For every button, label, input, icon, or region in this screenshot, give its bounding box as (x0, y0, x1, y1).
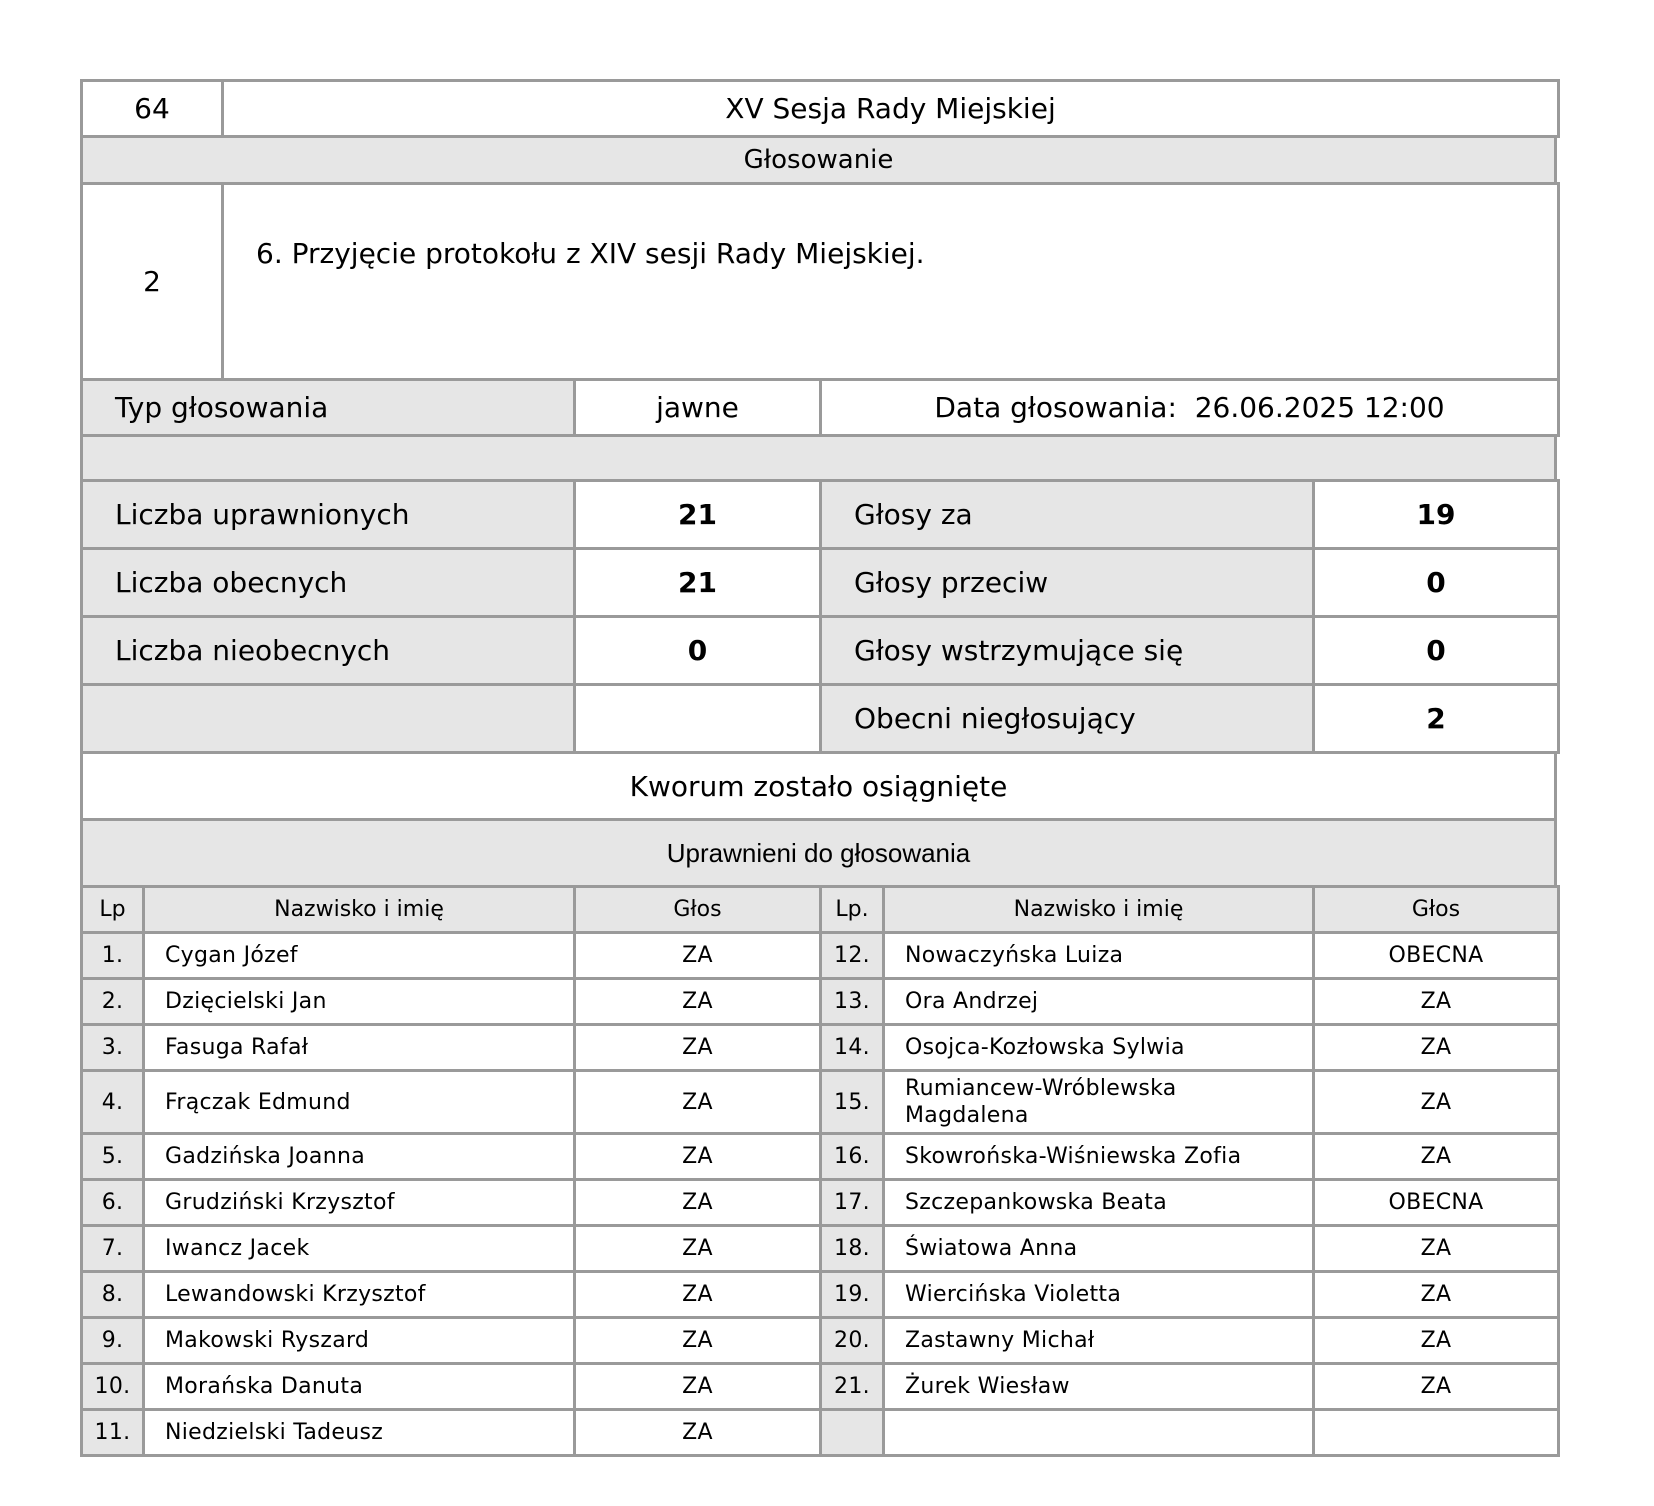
member-lp: 17. (821, 1180, 884, 1226)
member-lp: 6. (82, 1180, 144, 1226)
quorum-table (80, 751, 1557, 821)
members-title: Uprawnieni do głosowania (82, 820, 1556, 887)
member-lp: 5. (82, 1134, 144, 1180)
member-name (884, 1410, 1314, 1456)
vote-info-table (80, 378, 1560, 437)
member-vote: ZA (1314, 1318, 1559, 1364)
present-label: Liczba obecnych (82, 549, 575, 617)
header-vote-right: Głos (1314, 887, 1559, 933)
table-row (82, 933, 1559, 979)
member-lp: 3. (82, 1025, 144, 1071)
member-vote: ZA (575, 1318, 821, 1364)
table-row (82, 1364, 1559, 1410)
spacer-bar (82, 436, 1556, 481)
section-title: Głosowanie (82, 137, 1556, 184)
present-value: 21 (575, 549, 821, 617)
member-vote: OBECNA (1314, 1180, 1559, 1226)
agenda-item-table (80, 182, 1560, 381)
member-lp: 18. (821, 1226, 884, 1272)
table-row (82, 1180, 1559, 1226)
voting-protocol-document (80, 79, 1557, 1457)
vote-type-label: Typ głosowania (82, 380, 575, 436)
header-vote-left: Głos (575, 887, 821, 933)
member-name: Frączak Edmund (144, 1071, 575, 1134)
member-name: Nowaczyńska Luiza (884, 933, 1314, 979)
stats-table (80, 479, 1560, 754)
agenda-item-title: 6. Przyjęcie protokołu z XIV sesji Rady Miejskiej. (223, 184, 1559, 380)
table-row (82, 1272, 1559, 1318)
votes-against-value: 0 (1314, 549, 1559, 617)
empty-stat-value (575, 685, 821, 753)
member-vote: ZA (575, 933, 821, 979)
header-name-right: Nazwisko i imię (884, 887, 1314, 933)
table-row (82, 979, 1559, 1025)
member-lp: 19. (821, 1272, 884, 1318)
member-vote: ZA (575, 1071, 821, 1134)
agenda-item-number: 2 (82, 184, 223, 380)
member-vote (1314, 1410, 1559, 1456)
eligible-value: 21 (575, 481, 821, 549)
member-lp: 2. (82, 979, 144, 1025)
member-lp: 20. (821, 1318, 884, 1364)
vote-date (821, 380, 1559, 436)
votes-for-label: Głosy za (821, 481, 1314, 549)
header-lp-right: Lp. (821, 887, 884, 933)
member-vote: ZA (575, 1134, 821, 1180)
vote-date-label: Data głosowania: (934, 391, 1177, 424)
quorum-status: Kworum zostało osiągnięte (82, 753, 1556, 820)
vote-type-value: jawne (575, 380, 821, 436)
member-vote: ZA (1314, 979, 1559, 1025)
member-name: Skowrońska-Wiśniewska Zofia (884, 1134, 1314, 1180)
member-name: Fasuga Rafał (144, 1025, 575, 1071)
member-name: Żurek Wiesław (884, 1364, 1314, 1410)
member-vote: ZA (1314, 1364, 1559, 1410)
member-lp: 13. (821, 979, 884, 1025)
member-vote: ZA (1314, 1025, 1559, 1071)
vote-date-value: 26.06.2025 12:00 (1194, 391, 1445, 424)
present-not-voting-label: Obecni niegłosujący (821, 685, 1314, 753)
member-name: Dzięcielski Jan (144, 979, 575, 1025)
table-row (82, 1410, 1559, 1456)
member-lp: 11. (82, 1410, 144, 1456)
member-vote: ZA (575, 1272, 821, 1318)
member-lp: 14. (821, 1025, 884, 1071)
spacer-table (80, 434, 1557, 482)
member-name: Morańska Danuta (144, 1364, 575, 1410)
member-name: Niedzielski Tadeusz (144, 1410, 575, 1456)
member-vote: ZA (575, 1025, 821, 1071)
header-lp-left: Lp (82, 887, 144, 933)
empty-stat-label (82, 685, 575, 753)
member-vote: ZA (1314, 1272, 1559, 1318)
member-lp: 10. (82, 1364, 144, 1410)
header-table (80, 79, 1560, 138)
member-vote: ZA (575, 1410, 821, 1456)
votes-against-label: Głosy przeciw (821, 549, 1314, 617)
member-vote: ZA (1314, 1071, 1559, 1134)
member-lp: 16. (821, 1134, 884, 1180)
absent-value: 0 (575, 617, 821, 685)
member-lp: 4. (82, 1071, 144, 1134)
member-lp: 15. (821, 1071, 884, 1134)
members-table (80, 885, 1560, 1457)
member-name: Makowski Ryszard (144, 1318, 575, 1364)
header-name-left: Nazwisko i imię (144, 887, 575, 933)
document-number: 64 (82, 81, 223, 137)
member-lp: 21. (821, 1364, 884, 1410)
members-title-table (80, 818, 1557, 888)
members-header-row (82, 887, 1559, 933)
member-lp (821, 1410, 884, 1456)
member-name: Wiercińska Violetta (884, 1272, 1314, 1318)
member-lp: 9. (82, 1318, 144, 1364)
member-vote: ZA (575, 979, 821, 1025)
member-vote: ZA (575, 1226, 821, 1272)
member-name: Lewandowski Krzysztof (144, 1272, 575, 1318)
member-name: Iwancz Jacek (144, 1226, 575, 1272)
table-row (82, 1025, 1559, 1071)
member-name: Grudziński Krzysztof (144, 1180, 575, 1226)
member-lp: 7. (82, 1226, 144, 1272)
member-name: Zastawny Michał (884, 1318, 1314, 1364)
votes-for-value: 19 (1314, 481, 1559, 549)
member-name: Osojca-Kozłowska Sylwia (884, 1025, 1314, 1071)
member-lp: 1. (82, 933, 144, 979)
member-vote: ZA (575, 1364, 821, 1410)
member-vote: ZA (575, 1180, 821, 1226)
member-lp: 12. (821, 933, 884, 979)
table-row (82, 1071, 1559, 1134)
absent-label: Liczba nieobecnych (82, 617, 575, 685)
session-title: XV Sesja Rady Miejskiej (223, 81, 1559, 137)
section-title-table (80, 135, 1557, 185)
member-name: Szczepankowska Beata (884, 1180, 1314, 1226)
votes-abstain-label: Głosy wstrzymujące się (821, 617, 1314, 685)
member-name: Cygan Józef (144, 933, 575, 979)
member-vote: OBECNA (1314, 933, 1559, 979)
member-lp: 8. (82, 1272, 144, 1318)
member-name: Gadzińska Joanna (144, 1134, 575, 1180)
table-row (82, 1134, 1559, 1180)
member-vote: ZA (1314, 1226, 1559, 1272)
member-name: Rumiancew-Wróblewska Magdalena (884, 1071, 1314, 1134)
member-vote: ZA (1314, 1134, 1559, 1180)
eligible-label: Liczba uprawnionych (82, 481, 575, 549)
member-name: Światowa Anna (884, 1226, 1314, 1272)
table-row (82, 1226, 1559, 1272)
votes-abstain-value: 0 (1314, 617, 1559, 685)
table-row (82, 1318, 1559, 1364)
member-name: Ora Andrzej (884, 979, 1314, 1025)
present-not-voting-value: 2 (1314, 685, 1559, 753)
